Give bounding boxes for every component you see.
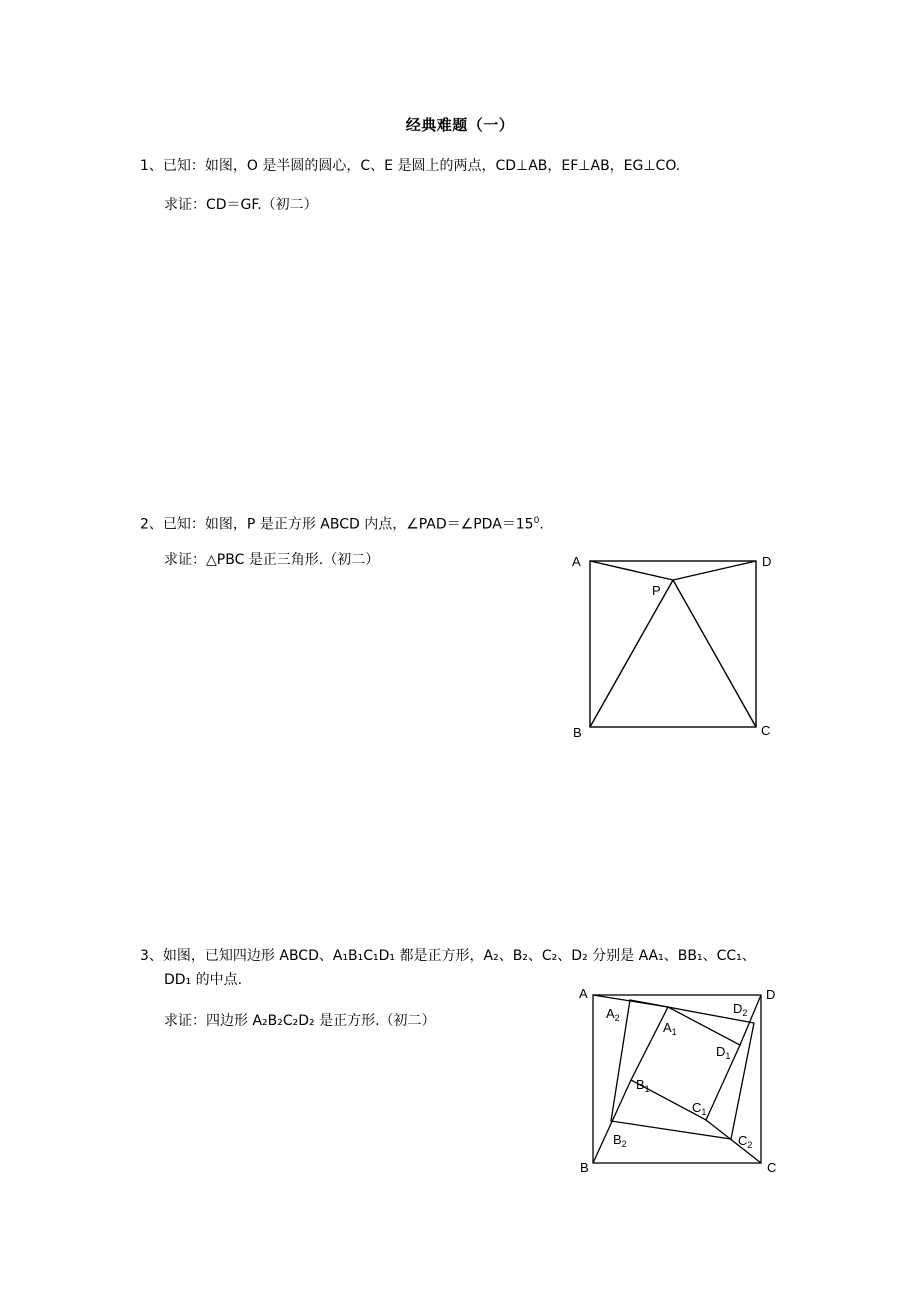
label-b2: $B_2$ — [613, 1132, 627, 1149]
square-abcd — [590, 561, 756, 727]
problem-3-given-line2: DD₁ 的中点. — [164, 972, 243, 988]
problem-3-number: 3、 — [140, 948, 163, 964]
label-p: P — [652, 583, 661, 598]
problem-1-given — [140, 156, 680, 176]
problem-2-degree-sup: 0 — [533, 516, 540, 526]
label-a2: $A_2$ — [606, 1006, 620, 1023]
label-d1: $D_1$ — [716, 1044, 731, 1061]
segment-dp — [673, 561, 756, 580]
problem-2-figure — [560, 548, 780, 744]
problem-2-number: 2、 — [140, 516, 163, 533]
label-c1: $C_1$ — [692, 1100, 707, 1117]
page-title: 经典难题（一） — [405, 116, 515, 134]
label-b: B — [580, 1160, 589, 1175]
square-a1b1c1d1 — [631, 1007, 740, 1120]
problem-1-given-text: 已知：如图，O 是半圆的圆心，C、E 是圆上的两点，CD⊥AB，EF⊥AB，EG⊥CO. — [162, 158, 681, 174]
problem-1-prove: 求证：CD＝GF.（初二） — [164, 197, 318, 213]
label-c: C — [767, 1160, 777, 1175]
label-b: B — [573, 725, 582, 740]
label-c: C — [761, 723, 771, 738]
segment-bb1 — [593, 1080, 631, 1163]
segment-ap — [590, 561, 673, 580]
label-b1: $B_1$ — [636, 1077, 650, 1094]
problem-3-figure — [570, 980, 790, 1180]
segment-bp — [590, 580, 673, 727]
label-d: D — [766, 987, 776, 1002]
problem-2-given-tail: . — [539, 516, 544, 533]
problem-2-given — [140, 511, 544, 535]
problem-3-given-line1: 如图，已知四边形 ABCD、A₁B₁C₁D₁ 都是正方形，A₂、B₂、C₂、D₂ 分别是 AA₁、BB₁、CC₁、 — [162, 948, 756, 964]
problem-1-number: 1、 — [140, 158, 163, 174]
segment-cp — [673, 580, 756, 727]
problem-3-given — [140, 946, 756, 966]
label-c2: $C_2$ — [738, 1133, 753, 1150]
problem-2-prove: 求证：△PBC 是正三角形.（初二） — [164, 552, 380, 568]
segment-aa1 — [593, 995, 668, 1007]
quad-a2b2c2d2 — [611, 1000, 754, 1139]
problem-3-prove: 求证：四边形 A₂B₂C₂D₂ 是正方形.（初二） — [164, 1013, 436, 1029]
label-a1: $A_1$ — [663, 1020, 677, 1037]
label-d2: $D_2$ — [733, 1001, 748, 1018]
label-d: D — [762, 554, 772, 569]
label-a: A — [579, 986, 588, 1001]
label-a: A — [572, 554, 581, 569]
problem-2-given-text: 已知：如图，P 是正方形 ABCD 内点，∠PAD＝∠PDA＝15 — [162, 516, 534, 533]
